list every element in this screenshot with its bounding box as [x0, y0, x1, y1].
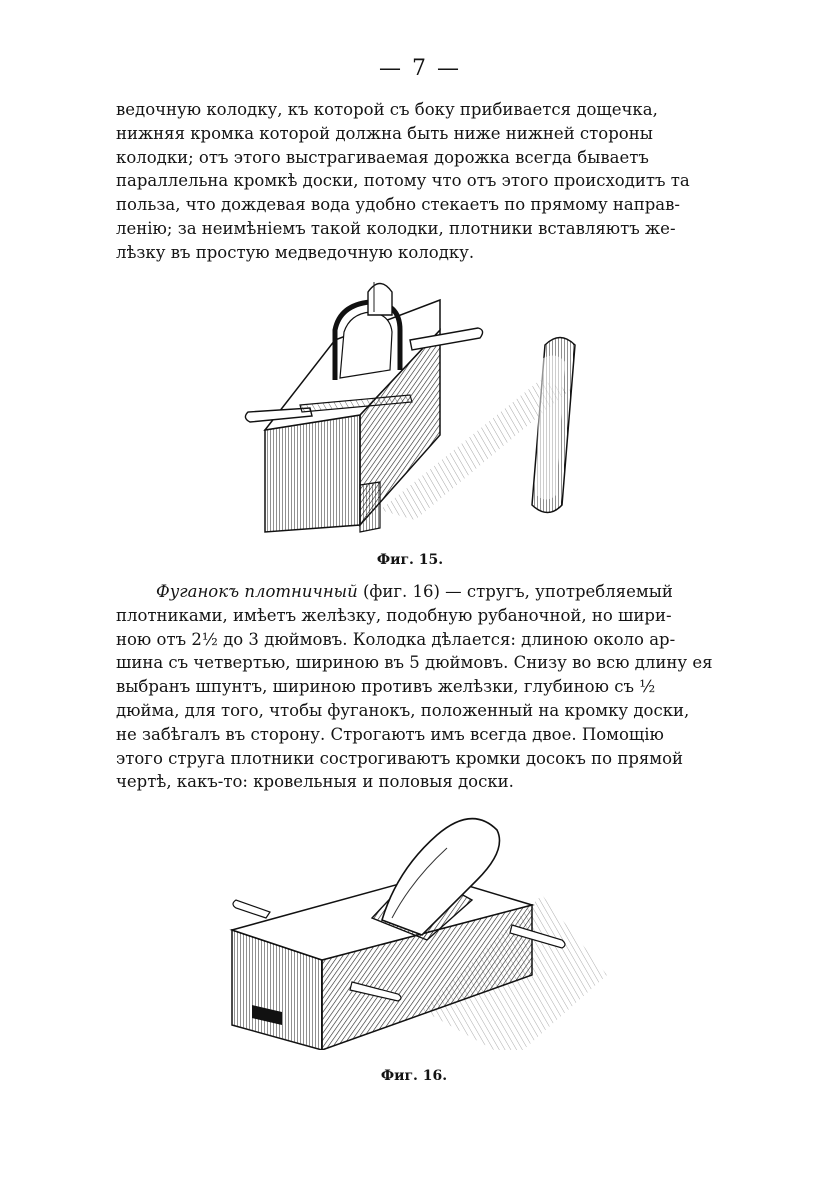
text-line: ленію; за неимѣніемъ такой колодки, плотники вставляютъ же-	[116, 218, 676, 238]
text-line: этого струга плотники сострогиваютъ кромки досокъ по прямой	[116, 748, 684, 768]
text-line: колодки; отъ этого выстрагиваемая дорожка всегда бываетъ	[116, 147, 649, 167]
text-line: плотниками, имѣетъ желѣзку, подобную рубаночной, но шири-	[116, 605, 672, 625]
text-line: дюйма, для того, чтобы фуганокъ, положенный на кромку доски,	[116, 700, 690, 720]
page-number: — 7 —	[379, 56, 461, 81]
figure-15-caption: Фиг. 15.	[376, 552, 444, 568]
text-line: польза, что дождевая вода удобно стекаетъ по прямому направ-	[116, 195, 681, 215]
figure-15-plane-illustration	[240, 270, 600, 540]
text-line-rest: (фиг. 16) — стругъ, употребляемый	[357, 582, 673, 601]
text-line: шина съ четвертью, шириною въ 5 дюймовъ. Снизу во всю длину ея	[116, 653, 713, 673]
text-line: ведочную колодку, къ которой съ боку прибивается дощечка,	[116, 100, 658, 119]
text-line: параллельна кромкѣ доски, потому что отъ этого происходитъ та	[116, 171, 690, 191]
paragraph-2	[116, 580, 728, 794]
text-line: выбранъ шпунтъ, шириною противъ желѣзки, глубиною съ ½	[116, 677, 656, 697]
text-line: лѣзку въ простую медведочную колодку.	[116, 242, 475, 262]
text-line: не забѣгалъ въ сторону. Строгаютъ имъ всегда двое. Помощію	[116, 724, 664, 744]
text-line: ною отъ 2½ до 3 дюймовъ. Колодка дѣлается: длиною около ар-	[116, 629, 676, 649]
paragraph-1	[116, 98, 728, 265]
figure-16-jointer-plane-illustration	[222, 800, 612, 1050]
term-fuganok: Фуганокъ плотничный	[156, 582, 358, 601]
figure-16-caption: Фиг. 16.	[380, 1068, 448, 1084]
text-line: чертѣ, какъ-то: кровельныя и половыя доски.	[116, 772, 514, 792]
text-line: нижняя кромка которой должна быть ниже нижней стороны	[116, 123, 653, 143]
text-line	[116, 580, 728, 604]
